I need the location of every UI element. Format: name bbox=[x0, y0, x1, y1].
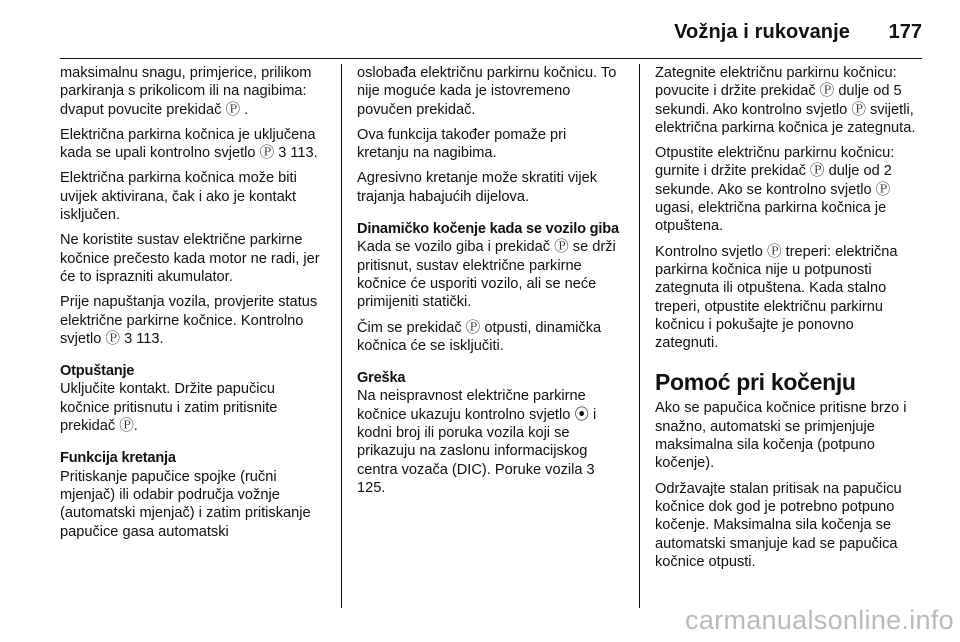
paragraph: Ova funkcija također pomaže pri kretanju na nagibima. bbox=[357, 126, 567, 162]
section-heading-brake-assist: Pomoć pri kočenju bbox=[655, 369, 856, 396]
paragraph: Ako se papučica kočnice pritisne brzo i snažno, automatski se primjenjuje maksimalna sila kočenja (potpuno kočenje). bbox=[655, 400, 907, 472]
paragraph: Uključite kontakt. Držite papučicu kočnice pritisnutu i zatim pritisnite prekidač Ⓟ. bbox=[60, 381, 278, 435]
text-column-2 bbox=[357, 64, 621, 504]
paragraph: Čim se prekidač Ⓟ otpusti, dinamička kočnica će se isključiti. bbox=[357, 319, 602, 354]
paragraph: Električna parkirna kočnica može biti uvijek aktivirana, čak i ako je kontakt isključen. bbox=[60, 170, 297, 224]
text-column-3 bbox=[655, 64, 919, 578]
paragraph: Otpustite električnu parkirnu kočnicu: gurnite i držite prekidač Ⓟ dulje od 2 sekunde. Ako se kontrolno svjetlo Ⓟ ugasi, električna parkirna kočnica je otpuštena. bbox=[655, 145, 895, 235]
section-heading-release: Otpuštanje bbox=[60, 363, 135, 380]
section-heading-fault: Greška bbox=[357, 370, 406, 387]
paragraph: Prije napuštanja vozila, provjerite status električne parkirne kočnice. Kontrolno svjetlo Ⓟ 3 113. bbox=[60, 294, 318, 347]
paragraph: Pritiskanje papučice spojke (ručni mjenjač) ili odabir područja vožnje (automatski mjenjač) i zatim pritiskanje papučice gasa automatski bbox=[60, 468, 311, 540]
page-title: Vožnja i rukovanje bbox=[674, 21, 850, 43]
page-number: 177 bbox=[888, 21, 922, 43]
paragraph: Električna parkirna kočnica je uključena kada se upali kontrolno svjetlo Ⓟ 3 113. bbox=[60, 126, 318, 162]
text-column-1 bbox=[60, 64, 324, 548]
paragraph: Na neispravnost električne parkirne kočnice ukazuju kontrolno svjetlo ⦿ i kodni broj ili poruka vozila koji se prikazuju na zaslonu informacijskog centra vozača (DIC). Poruke vozila 3 125. bbox=[357, 388, 597, 496]
paragraph: oslobađa električnu parkirnu kočnicu. To nije moguće kada je istovremeno povučen prekidač. bbox=[357, 65, 617, 118]
paragraph: Kontrolno svjetlo Ⓟ treperi: električna parkirna kočnica nije u potpunosti zategnuta ili otpuštena. Kada stalno treperi, otpustite električnu parkirnu kočnicu i pokušajte je ponovno zategnuti. bbox=[655, 243, 898, 352]
section-heading-dynamic-braking: Dinamičko kočenje kada se vozilo giba bbox=[357, 221, 619, 238]
column-divider bbox=[341, 64, 342, 608]
paragraph: Ne koristite sustav električne parkirne kočnice prečesto kada motor ne radi, jer će to isprazniti akumulator. bbox=[60, 232, 320, 285]
column-divider bbox=[639, 64, 640, 608]
paragraph: Održavajte stalan pritisak na papučicu kočnice dok god je potrebno potpuno kočenje. Maksimalna sila kočenja se automatski smanjuje kad se papučica kočnice otpusti. bbox=[655, 480, 902, 570]
paragraph: Zategnite električnu parkirnu kočnicu: povucite i držite prekidač Ⓟ dulje od 5 sekundi. Ako kontrolno svjetlo Ⓟ svijetli, električna parkirna kočnica je zategnuta. bbox=[655, 65, 916, 136]
paragraph: Kada se vozilo giba i prekidač Ⓟ se drži pritisnut, sustav električne parkirne kočnice će usporiti vozilo, ali se neće primijeniti statički. bbox=[357, 239, 616, 311]
section-heading-drive-away: Funkcija kretanja bbox=[60, 450, 176, 467]
page-header bbox=[60, 14, 922, 59]
paragraph: maksimalnu snagu, primjerice, prilikom parkiranja s prikolicom ili na nagibima: dvaput povucite prekidač Ⓟ . bbox=[60, 65, 312, 118]
watermark: carmanualsonline.info bbox=[685, 605, 954, 635]
paragraph: Agresivno kretanje može skratiti vijek trajanja habajućih dijelova. bbox=[357, 170, 598, 205]
